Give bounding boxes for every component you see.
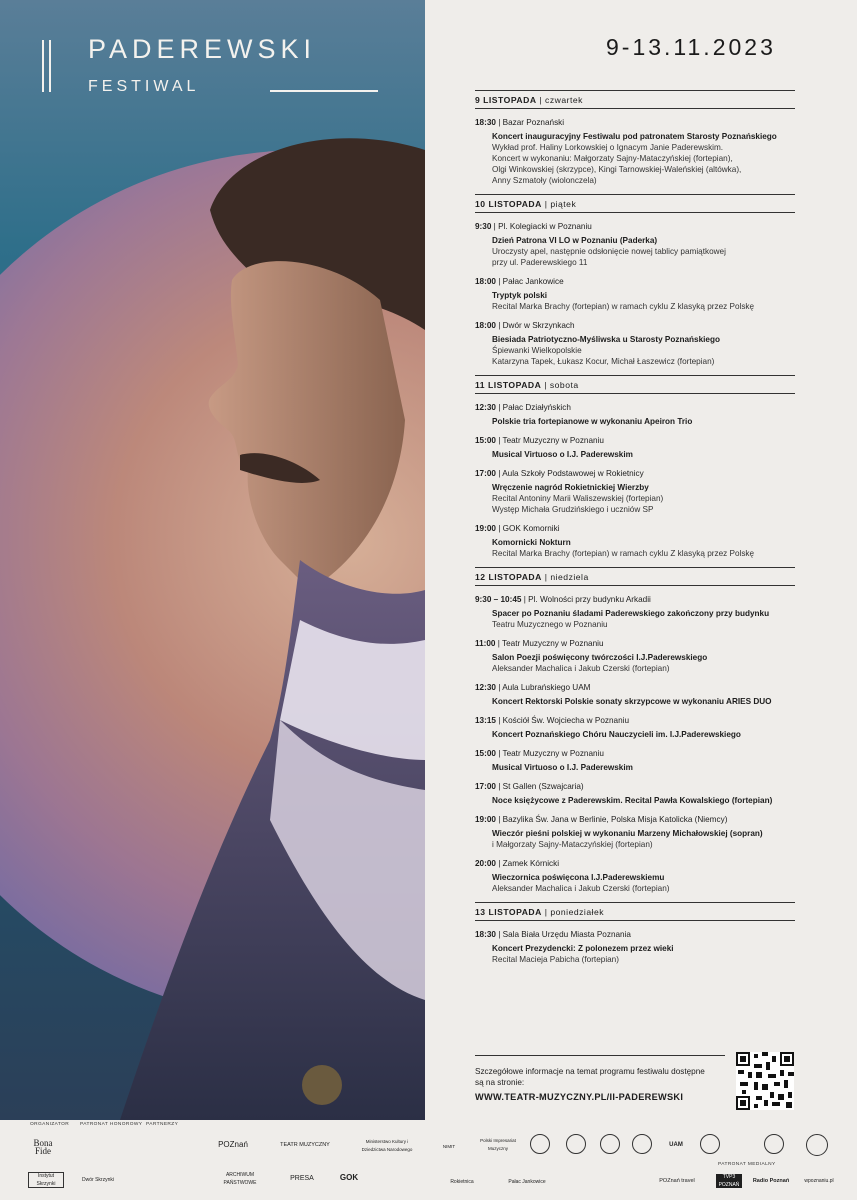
event-time: 15:00 [475, 749, 496, 758]
event-body [475, 131, 795, 186]
day-date: 12 LISTOPADA [475, 572, 542, 582]
event-detail: Katarzyna Tapek, Łukasz Kocur, Michał Łaszewicz (fortepian) [492, 357, 715, 366]
event-place: Teatr Muzyczny w Poznaniu [502, 639, 604, 648]
day-section [475, 567, 795, 894]
event-place: Sala Biała Urzędu Miasta Poznania [502, 930, 631, 939]
event-title: Tryptyk polski [492, 291, 548, 300]
event-time: 17:00 [475, 469, 496, 478]
event-detail: Aleksander Machalica i Jakub Czerski (fortepian) [492, 884, 670, 893]
event-body [475, 235, 795, 268]
separator: | [495, 524, 503, 533]
day-weekday: czwartek [545, 95, 583, 105]
logo-dwor-skrzynki: Dwór Skrzynki [82, 1177, 114, 1183]
partners-footer [0, 1120, 857, 1200]
festival-dates: 9-13.11.2023 [606, 34, 776, 60]
event-title: Musical Virtuoso o I.J. Paderewskim [492, 763, 633, 772]
event-detail: Olgi Winkowskiej (skrzypce), Kingi Tarnowskiej-Waleńskiej (altówka), [492, 165, 742, 174]
event-place: Teatr Muzyczny w Poznaniu [502, 436, 604, 445]
logo-archiwum: ARCHIWUM PAŃSTWOWE [223, 1172, 257, 1186]
label-media: PATRONAT MEDIALNY [718, 1162, 776, 1167]
separator: | [495, 639, 503, 648]
separator: | [536, 95, 546, 105]
day-section [475, 194, 795, 367]
event-body [475, 482, 795, 515]
event-item [475, 468, 795, 515]
event-time-place [475, 320, 795, 331]
event-time: 12:30 [475, 683, 496, 692]
qr-code-icon[interactable] [736, 1052, 794, 1110]
logo-instytut-skrzynki: Instytut Skrzynki [28, 1172, 64, 1188]
event-detail: Uroczysty apel, następnie odsłonięcie nowej tablicy pamiątkowej [492, 247, 726, 256]
event-item [475, 781, 795, 806]
event-detail: Teatru Muzycznego w Poznaniu [492, 620, 608, 629]
event-title: Wieczornica poświęcona I.J.Paderewskiemu [492, 873, 665, 882]
emblem-2-icon [566, 1134, 586, 1154]
event-title: Salon Poezji poświęcony twórczości I.J.Paderewskiego [492, 653, 708, 662]
logo-nimit: NIMIT [442, 1144, 456, 1149]
event-place: Bazylika Św. Jana w Berlinie, Polska Misja Katolicka (Niemcy) [502, 815, 728, 824]
event-time: 13:15 [475, 716, 496, 725]
separator: | [495, 403, 503, 412]
event-place: Pl. Kolegiacki w Poznaniu [498, 222, 592, 231]
day-header [475, 567, 795, 586]
day-weekday: sobota [549, 380, 579, 390]
event-time-place [475, 715, 795, 726]
event-title: Noce księżycowe z Paderewskim. Recital Pawła Kowalskiego (fortepian) [492, 796, 773, 805]
logo-impresariat: Polski Impresariat Muzyczny [480, 1138, 516, 1151]
event-title: Biesiada Patriotyczno-Myśliwska u Starosty Poznańskiego [492, 335, 720, 344]
event-title: Wręczenie nagród Rokietnickiej Wierzby [492, 483, 649, 492]
logo-poznan-travel: POZnań travel [659, 1178, 695, 1184]
title-underline [270, 90, 378, 92]
separator: | [495, 277, 503, 286]
info-text: Szczegółowe informacje na temat programu festiwalu dostępne są na stronie: [475, 1067, 705, 1087]
separator: | [495, 469, 503, 478]
event-time-place [475, 594, 795, 605]
logo-radio-poznan: Radio Poznań [752, 1178, 790, 1184]
event-body [475, 416, 795, 427]
separator: | [495, 436, 503, 445]
event-time-place [475, 402, 795, 413]
separator: | [495, 815, 503, 824]
event-detail: Wykład prof. Haliny Lorkowskiej o Ignacym Janie Paderewskim. [492, 143, 724, 152]
event-time: 19:00 [475, 524, 496, 533]
emblem-5-icon [700, 1134, 720, 1154]
event-item [475, 682, 795, 707]
day-header [475, 90, 795, 109]
event-time: 18:30 [475, 930, 496, 939]
button-shape [302, 1065, 342, 1105]
separator: | [541, 907, 551, 917]
event-title: Koncert Poznańskiego Chóru Nauczycieli im. I.J.Paderewskiego [492, 730, 741, 739]
event-time: 11:00 [475, 639, 496, 648]
brand-bars [42, 40, 52, 92]
event-item [475, 715, 795, 740]
event-item [475, 117, 795, 186]
day-header [475, 902, 795, 921]
separator: | [521, 595, 529, 604]
separator: | [495, 782, 503, 791]
event-detail: Recital Marka Brachy (fortepian) w ramach cyklu Z klasyką przez Polskę [492, 549, 755, 558]
event-time: 20:00 [475, 859, 496, 868]
separator: | [495, 749, 503, 758]
event-time: 19:00 [475, 815, 496, 824]
event-time: 18:00 [475, 321, 496, 330]
separator: | [495, 930, 503, 939]
event-time-place [475, 638, 795, 649]
festival-title: PADEREWSKI [88, 34, 317, 64]
event-item [475, 929, 795, 965]
separator: | [491, 222, 499, 231]
logo-teatr-muzyczny: TEATR MUZYCZNY [280, 1142, 330, 1148]
event-item [475, 320, 795, 367]
event-place: Pałac Jankowice [502, 277, 564, 286]
festival-subtitle: FESTIWAL [88, 78, 200, 95]
logo-gok: GOK [339, 1173, 359, 1182]
event-title: Koncert Prezydencki: Z polonezem przez wieki [492, 944, 674, 953]
event-time: 15:00 [475, 436, 496, 445]
event-time: 9:30 [475, 222, 492, 231]
event-place: Pałac Działyńskich [502, 403, 571, 412]
event-body [475, 828, 795, 850]
event-time-place [475, 468, 795, 479]
event-detail: przy ul. Paderewskiego 11 [492, 258, 588, 267]
separator: | [541, 199, 551, 209]
event-body [475, 449, 795, 460]
day-header [475, 375, 795, 394]
event-place: Pl. Wolności przy budynku Arkadii [528, 595, 651, 604]
event-place: Aula Lubrańskiego UAM [502, 683, 591, 692]
event-time-place [475, 435, 795, 446]
event-item [475, 814, 795, 850]
logo-rokietnica: Rokietnica [450, 1179, 474, 1185]
event-time-place [475, 221, 795, 232]
logo-uam: UAM [669, 1142, 683, 1148]
event-detail: Aleksander Machalica i Jakub Czerski (fortepian) [492, 664, 670, 673]
event-time-place [475, 117, 795, 128]
separator: | [495, 859, 503, 868]
day-header [475, 194, 795, 213]
event-title: Musical Virtuoso o I.J. Paderewskim [492, 450, 633, 459]
event-place: GOK Komorniki [502, 524, 560, 533]
event-place: St Gallen (Szwajcaria) [502, 782, 584, 791]
event-item [475, 276, 795, 312]
event-place: Aula Szkoły Podstawowej w Rokietnicy [502, 469, 644, 478]
portrait-illustration [0, 0, 425, 1120]
event-time-place [475, 929, 795, 940]
event-detail: Recital Antoniny Marii Waliszewskiej (fortepian) [492, 494, 664, 503]
event-place: Zamek Kórnicki [502, 859, 560, 868]
event-body [475, 872, 795, 894]
event-body [475, 608, 795, 630]
event-item [475, 638, 795, 674]
day-date: 11 LISTOPADA [475, 380, 542, 390]
info-url-link[interactable]: WWW.TEATR-MUZYCZNY.PL/II-PADEREWSKI [475, 1092, 684, 1102]
label-honorary: PATRONAT HONOROWY [80, 1122, 143, 1127]
event-detail: Recital Macieja Pabicha (fortepian) [492, 955, 619, 964]
event-time-place [475, 858, 795, 869]
event-time: 18:00 [475, 277, 496, 286]
info-divider [475, 1055, 725, 1056]
logo-palac-jankowice: Pałac Jankowice [508, 1179, 546, 1185]
event-time: 17:00 [475, 782, 496, 791]
event-detail: Występ Michała Grudzińskiego i uczniów SP [492, 505, 654, 514]
event-item [475, 402, 795, 427]
label-partners: PARTNERZY [146, 1122, 179, 1127]
event-item [475, 435, 795, 460]
separator: | [495, 683, 503, 692]
event-item [475, 221, 795, 268]
event-time-place [475, 814, 795, 825]
event-detail: Anny Szmatoły (wiolonczela) [492, 176, 597, 185]
logo-poznan: POZnań [218, 1140, 248, 1149]
event-time-place [475, 781, 795, 792]
event-item [475, 523, 795, 559]
event-time-place [475, 276, 795, 287]
event-body [475, 652, 795, 674]
event-detail: i Małgorzaty Sajny-Mataczyńskiej (fortepian) [492, 840, 653, 849]
event-title: Komornicki Nokturn [492, 538, 571, 547]
event-body [475, 334, 795, 367]
logo-presa: PRESA [290, 1175, 314, 1182]
day-date: 9 LISTOPADA [475, 95, 537, 105]
event-time: 12:30 [475, 403, 496, 412]
separator: | [495, 716, 503, 725]
logo-ministerstwo: Ministerstwo Kultury i Dziedzictwa Narodowego [361, 1139, 413, 1152]
poster-image [0, 0, 425, 1120]
day-date: 10 LISTOPADA [475, 199, 542, 209]
event-place: Dwór w Skrzynkach [502, 321, 575, 330]
event-time: 18:30 [475, 118, 496, 127]
event-body [475, 943, 795, 965]
day-section [475, 902, 795, 965]
event-item [475, 594, 795, 630]
logo-tvp3: TVP3 POZNAŃ [716, 1174, 742, 1188]
event-title: Spacer po Poznaniu śladami Paderewskiego zakończony przy budynku [492, 609, 770, 618]
day-weekday: poniedziałek [550, 907, 605, 917]
event-time-place [475, 748, 795, 759]
event-title: Dzień Patrona VI LO w Poznaniu (Paderka) [492, 236, 658, 245]
event-body [475, 795, 795, 806]
separator: | [541, 380, 550, 390]
event-title: Polskie tria fortepianowe w wykonaniu Apeiron Trio [492, 417, 693, 426]
event-detail: Koncert w wykonaniu: Małgorzaty Sajny-Mataczyńskiej (fortepian), [492, 154, 733, 163]
event-body [475, 762, 795, 773]
label-organizer: ORGANIZATOR [30, 1122, 70, 1127]
day-date: 13 LISTOPADA [475, 907, 542, 917]
event-body [475, 729, 795, 740]
emblem-4-icon [632, 1134, 652, 1154]
emblem-7-icon [806, 1134, 828, 1156]
event-body [475, 537, 795, 559]
event-time-place [475, 682, 795, 693]
event-detail: Recital Marka Brachy (fortepian) w ramach cyklu Z klasyką przez Polskę [492, 302, 755, 311]
event-item [475, 858, 795, 894]
event-detail: Śpiewanki Wielkopolskie [492, 346, 582, 355]
separator: | [495, 321, 503, 330]
event-time-place [475, 523, 795, 534]
separator: | [541, 572, 551, 582]
event-place: Teatr Muzyczny w Poznaniu [502, 749, 604, 758]
event-place: Bazar Poznański [502, 118, 565, 127]
separator: | [495, 118, 503, 127]
event-title: Koncert inauguracyjny Festiwalu pod patronatem Starosty Poznańskiego [492, 132, 777, 141]
event-body [475, 696, 795, 707]
event-place: Kościół Św. Wojciecha w Poznaniu [502, 716, 630, 725]
event-time: 9:30 – 10:45 [475, 595, 522, 604]
day-section [475, 90, 795, 186]
day-weekday: piątek [550, 199, 577, 209]
day-weekday: niedziela [550, 572, 589, 582]
event-title: Wieczór pieśni polskiej w wykonaniu Marzeny Michałowskiej (sopran) [492, 829, 763, 838]
event-title: Koncert Rektorski Polskie sonaty skrzypcowe w wykonaniu ARIES DUO [492, 697, 772, 706]
day-section [475, 375, 795, 559]
program-list [475, 90, 795, 973]
logo-bona-fide: Bona Fide [33, 1138, 53, 1156]
event-body [475, 290, 795, 312]
event-item [475, 748, 795, 773]
emblem-6-icon [764, 1134, 784, 1154]
emblem-3-icon [600, 1134, 620, 1154]
emblem-1-icon [530, 1134, 550, 1154]
logo-wpoznaniu: wpoznaniu.pl [804, 1178, 834, 1184]
